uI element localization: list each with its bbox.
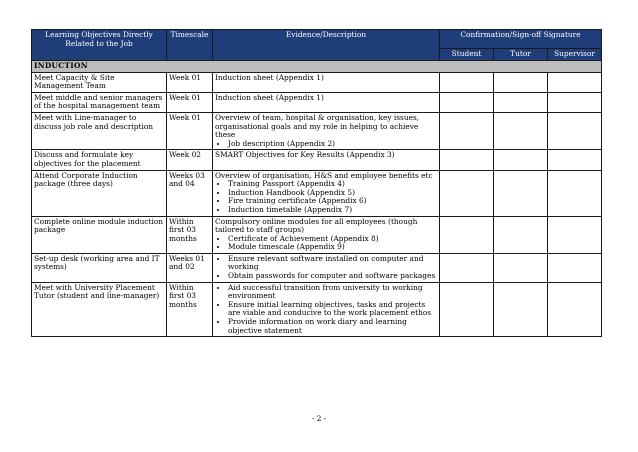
table-body [32,61,602,337]
header-student: Student [440,49,494,61]
tutor-signature-cell [494,216,548,253]
evidence-text: Induction sheet (Appendix 1) [215,92,324,102]
timescale-cell: Weeks 01 and 02 [167,253,213,282]
tutor-signature-cell [494,112,548,149]
supervisor-signature-cell [548,170,602,216]
table-row [32,253,602,282]
evidence-bullet: • Training Passport (Appendix 4) [228,180,437,189]
student-signature-cell [440,112,494,149]
header-timescale: Timescale [167,30,213,61]
evidence-text: SMART Objectives for Key Results (Appendix 3) [215,150,395,160]
student-signature-cell [440,92,494,112]
objective-cell: Meet with University Placement Tutor (student and line-manager) [32,282,167,337]
evidence-bullet: • Provide information on work diary and learning objective statement [228,318,437,335]
evidence-bullet-list [215,284,437,336]
header-tutor: Tutor [494,49,548,61]
tutor-signature-cell [494,92,548,112]
objective-cell: Attend Corporate Induction package (three days) [32,170,167,216]
student-signature-cell [440,72,494,92]
objective-cell: Set-up desk (working area and IT systems) [32,253,167,282]
evidence-cell [213,170,440,216]
page-number: - 2 - [311,414,327,423]
header-learning-objectives: Learning Objectives Directly Related to the Job [32,30,167,61]
supervisor-signature-cell [548,282,602,337]
timescale-cell: Week 01 [167,112,213,149]
objective-cell: Meet Capacity & Site Management Team [32,72,167,92]
evidence-cell [213,216,440,253]
timescale-cell: Week 02 [167,150,213,170]
student-signature-cell [440,282,494,337]
evidence-bullet-list [215,235,437,252]
table-row [32,72,602,92]
timescale-cell: Within first 03 months [167,282,213,337]
timescale-cell: Within first 03 months [167,216,213,253]
table-row [32,112,602,149]
evidence-bullet: • Certificate of Achievement (Appendix 8) [228,235,437,244]
evidence-bullet: • Induction Handbook (Appendix 5) [228,189,437,198]
section-row [32,61,602,73]
evidence-bullet: • Fire training certificate (Appendix 6) [228,197,437,206]
header-supervisor: Supervisor [548,49,602,61]
tutor-signature-cell [494,170,548,216]
student-signature-cell [440,150,494,170]
student-signature-cell [440,170,494,216]
table-row [32,282,602,337]
objective-cell: Meet middle and senior managers of the hospital management team [32,92,167,112]
evidence-bullet: • Obtain passwords for computer and software packages [228,272,437,281]
supervisor-signature-cell [548,92,602,112]
learning-objectives-table [31,29,602,337]
evidence-text: Induction sheet (Appendix 1) [215,72,324,82]
evidence-bullet-list [215,180,437,214]
evidence-cell [213,112,440,149]
evidence-text: Overview of organisation, H&S and employee benefits etc [215,170,433,180]
tutor-signature-cell [494,72,548,92]
timescale-cell: Week 01 [167,92,213,112]
evidence-bullet: • Induction timetable (Appendix 7) [228,206,437,215]
objective-cell: Discuss and formulate key objectives for the placement [32,150,167,170]
header-evidence: Evidence/Description [213,30,440,61]
tutor-signature-cell [494,282,548,337]
timescale-cell: Weeks 03 and 04 [167,170,213,216]
student-signature-cell [440,216,494,253]
evidence-cell [213,253,440,282]
evidence-bullet: • Aid successful transition from university to working environment [228,284,437,301]
evidence-cell [213,72,440,92]
evidence-bullet: • Job description (Appendix 2) [228,140,437,149]
supervisor-signature-cell [548,253,602,282]
evidence-bullet-list [215,140,437,149]
supervisor-signature-cell [548,112,602,149]
objective-cell: Meet with Line-manager to discuss job role and description [32,112,167,149]
evidence-bullet-list [215,255,437,281]
evidence-cell [213,92,440,112]
evidence-bullet: • Module timescale (Appendix 9) [228,243,437,252]
student-signature-cell [440,253,494,282]
supervisor-signature-cell [548,72,602,92]
evidence-bullet: • Ensure initial learning objectives, tasks and projects are viable and conducive to the work placement ethos [228,301,437,318]
table-row [32,216,602,253]
evidence-bullet: • Ensure relevant software installed on computer and working [228,255,437,272]
table-row [32,92,602,112]
evidence-text: Overview of team, hospital & organisation, key issues, organisational goals and my role in helping to achieve these [215,112,420,140]
table-row [32,150,602,170]
header-signoff: Confirmation/Sign-off Signature [440,30,602,49]
section-title: INDUCTION [32,61,602,73]
tutor-signature-cell [494,253,548,282]
evidence-cell [213,282,440,337]
evidence-text: Compulsory online modules for all employees (though tailored to staff groups) [215,216,418,235]
tutor-signature-cell [494,150,548,170]
evidence-cell [213,150,440,170]
objective-cell: Complete online module induction package [32,216,167,253]
table-row [32,170,602,216]
supervisor-signature-cell [548,150,602,170]
timescale-cell: Week 01 [167,72,213,92]
supervisor-signature-cell [548,216,602,253]
